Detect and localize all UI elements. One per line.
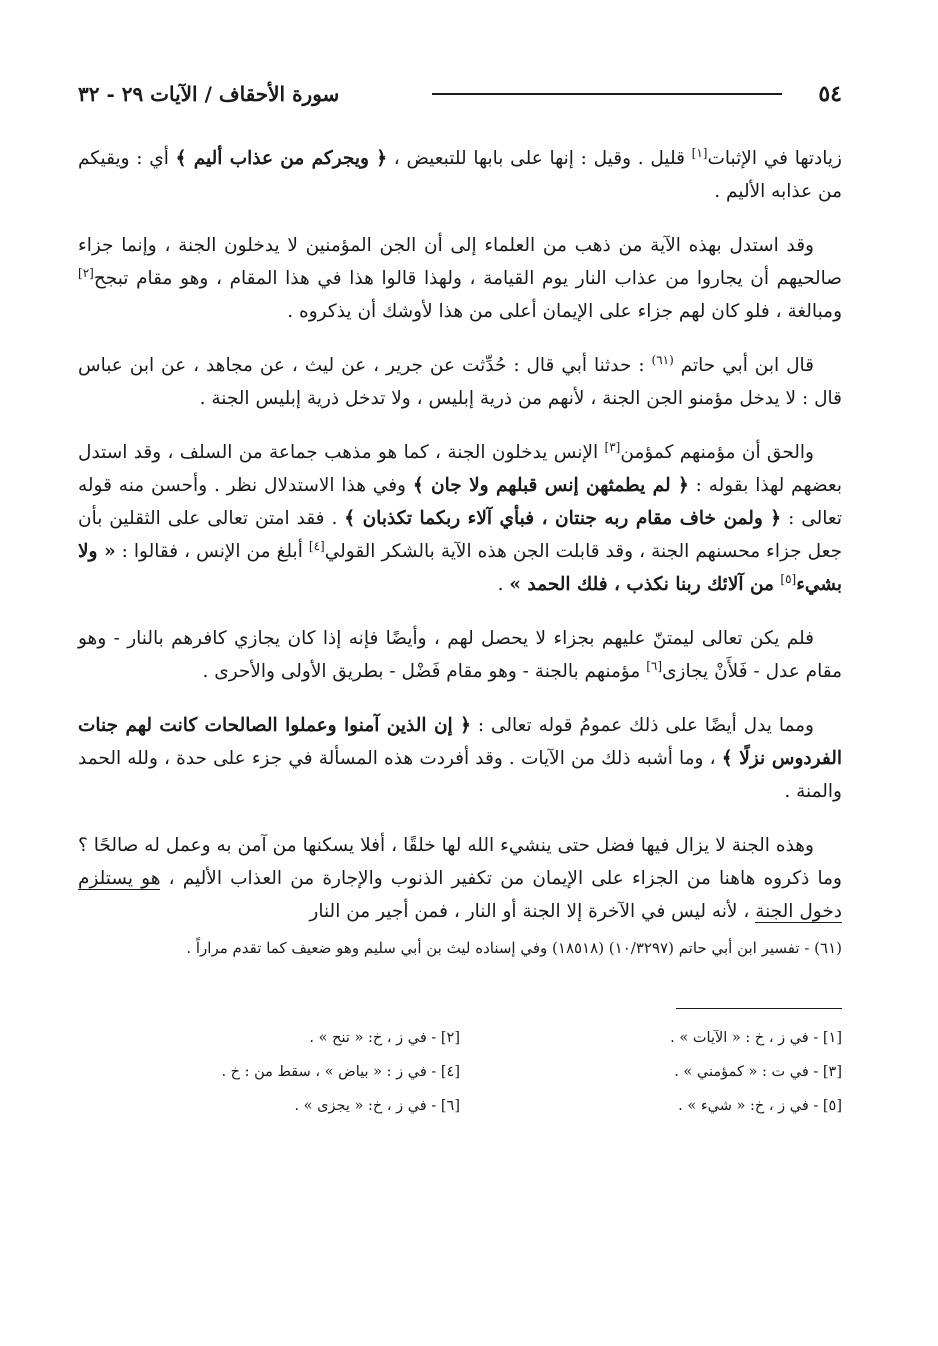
text-run: وهذه الجنة لا يزال فيها فضل حتى ينشيء الله لها خلقًا ، أفلا يسكنها من آمن به وعمل له صالحًا ؟ وما ذكروه هاهنا من الجزاء على الإيمان من تكفير الذنوب والإجارة من العذاب الأليم ، (78, 835, 842, 889)
text-run: قال ابن أبي حاتم (673, 355, 814, 376)
quran-quote: ﴿ ويجركم من عذاب أليم ﴾ (175, 148, 388, 169)
variant-ref-1: [١] (691, 145, 708, 160)
underlined-phrase: هو يستلزم دخول الجنة (78, 868, 842, 922)
running-title: سورة الأحقاف / الآيات ٢٩ - ٣٢ (78, 82, 340, 106)
text-run: وفي هذا الاستدلال نظر . وأحسن منه قوله تعالى : (78, 475, 843, 529)
variant-note-1: [١] - في ز ، خ : « الآيات » . (670, 1030, 842, 1046)
variant-notes (78, 1021, 842, 1123)
hadith-quote: « ولا بشيء (78, 541, 842, 595)
text-run: ومما يدل أيضًا على ذلك عمومُ قوله تعالى : (470, 715, 814, 736)
text-run: وقد استدل بهذه الآية من ذهب من العلماء إلى أن الجن المؤمنين لا يدخلون الجنة ، وإنما جزاء صالحيهم أن يجاروا من عذاب النار يوم القيامة ، ولهذا قالوا هذا في هذا المقام ، وهو مقام تبجح (78, 235, 842, 289)
paragraph-6 (78, 709, 842, 808)
variant-ref-4: [٤] (308, 538, 325, 553)
paragraph-7 (78, 829, 842, 928)
text-run: الإنس يدخلون الجنة ، كما هو مذهب جماعة من السلف ، وقد استدل بعضهم لهذا بقوله : (78, 442, 842, 496)
text-run: فلم يكن تعالى ليمتنّ عليهم بجزاء لا يحصل لهم ، وأيضًا فإنه إذا كان يجازي كافرهم بالنار - وهو مقام عدل - فَلأَنْ يجازى (78, 628, 842, 682)
main-text (78, 142, 842, 1123)
quran-quote: ﴿ لم يطمثهن إنس قبلهم ولا جان ﴾ (412, 475, 689, 496)
variant-ref-3: [٣] (604, 439, 621, 454)
text-run: ، وما أشبه ذلك من الآيات . وقد أفردت هذه المسألة في جزء على حدة ، ولله الحمد والمنة . (78, 748, 842, 802)
paragraph-3 (78, 349, 842, 415)
book-page (78, 72, 842, 1123)
text-run: قليل . وقيل : إنها على بابها للتبعيض ، (387, 148, 692, 169)
text-run: . (497, 574, 510, 595)
paragraph-4 (78, 436, 842, 601)
variant-note-2: [٢] - في ز ، خ: « تنح » . (309, 1030, 460, 1046)
quran-quote: ﴿ ولمن خاف مقام ربه جنتان ، فبأي آلاء ربكما تكذبان ﴾ (344, 508, 782, 529)
text-run: : حدثنا أبي قال : حُدِّثت عن جرير ، عن ليث ، عن مجاهد ، عن ابن عباس قال : لا يدخل مؤمنو الجن الجنة ، لأنهم من ذرية إبليس ، ولا تدخل ذرية إبليس الجنة . (78, 355, 842, 409)
variant-ref-2: [٢] (78, 265, 94, 280)
variant-ref-6: [٦] (646, 658, 663, 673)
text-run: ، لأنه ليس في الآخرة إلا الجنة أو النار ، فمن أجير من النار (309, 901, 756, 922)
footnote-rule (676, 1008, 842, 1009)
header-rule (432, 93, 782, 95)
quran-quote: ﴿ إن الذين آمنوا وعملوا الصالحات كانت لهم جنات الفردوس نزلًا ﴾ (78, 715, 842, 769)
footnote-61: (٦١) - تفسير ابن أبي حاتم (١٠/٣٢٩٧) (١٨٥١٨) وفي إسناده ليث بن أبي سليم وهو ضعيف كما تقدم مراراً . (186, 939, 842, 957)
variant-note-4: [٤] - في ز : « بياض » ، سقط من : خ . (221, 1064, 460, 1080)
footnote-ref-61: (٦١) (651, 352, 674, 367)
hadith-quote: من آلائك ربنا نكذب ، فلك الحمد » (509, 574, 781, 595)
paragraph-5 (78, 622, 842, 688)
text-run: أي : ويقيكم من عذابه الأليم . (78, 148, 842, 202)
text-run: والحق أن مؤمنهم كمؤمن (620, 442, 814, 463)
paragraph-1 (78, 142, 842, 208)
variant-note-5: [٥] - في ز ، خ: « شيء » . (678, 1098, 842, 1114)
variant-note-3: [٣] - في ت : « كمؤمني » . (674, 1064, 842, 1080)
page-number: ٥٤ (818, 81, 842, 107)
text-run: . فقد امتن تعالى على الثقلين بأن جعل جزاء محسنهم الجنة ، وقد قابلت الجن هذه الآية بالشكر القولي (78, 508, 843, 562)
variant-note-6: [٦] - في ز ، خ: « يجزى » . (294, 1098, 460, 1114)
page-header (78, 72, 842, 116)
text-run: مؤمنهم بالجنة - وهو مقام فَضْل - بطريق الأولى والأحرى . (202, 661, 647, 682)
paragraph-2 (78, 229, 842, 328)
text-run: ومبالغة ، فلو كان لهم جزاء على الإيمان أعلى من هذا لأوشك أن يذكروه . (287, 301, 842, 322)
variant-ref-5: [٥] (780, 571, 797, 586)
text-run: زيادتها في الإثبات (707, 148, 842, 169)
text-run: أبلغ من الإنس ، فقالوا : (115, 541, 309, 562)
